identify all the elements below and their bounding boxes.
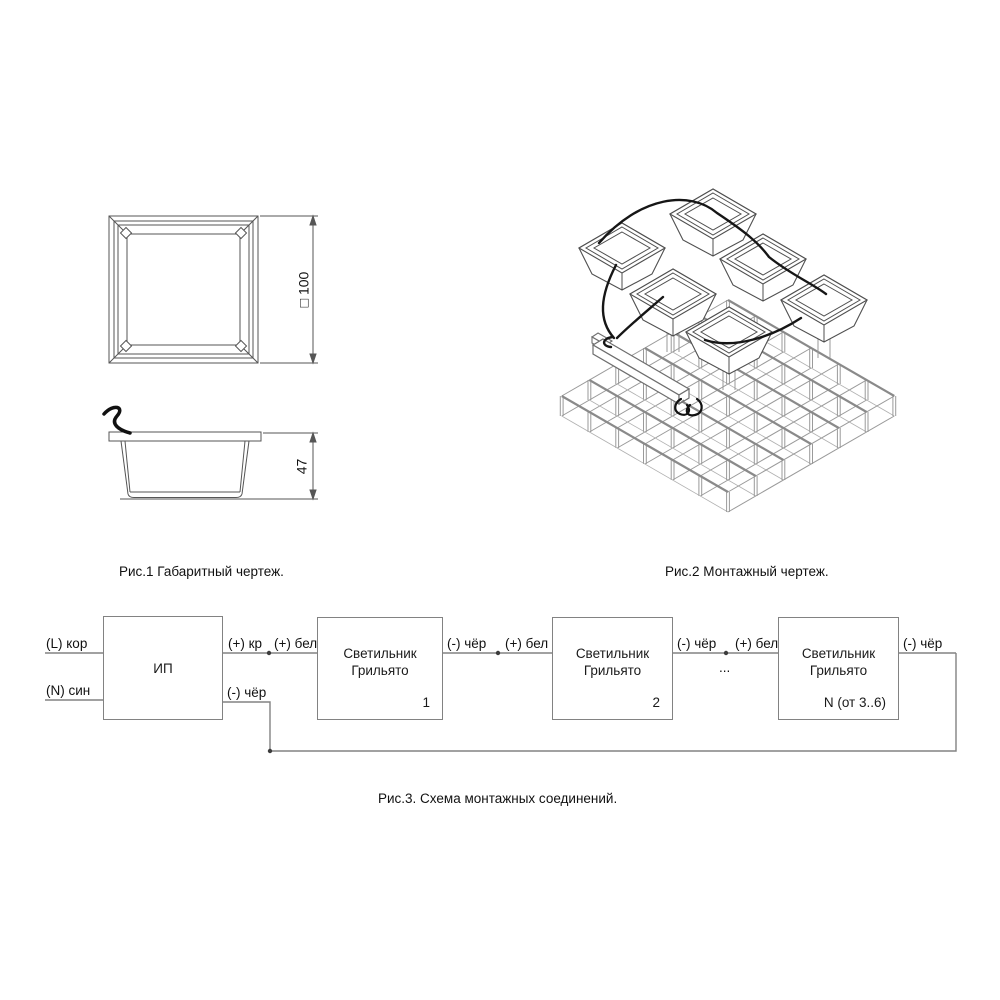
wire-label-plus-red: (+) кр bbox=[228, 636, 263, 651]
luminaire-number: 1 bbox=[422, 695, 430, 710]
wire-label-plus-white: (+) бел bbox=[505, 636, 549, 651]
luminaire-number: N (от 3..6) bbox=[823, 695, 886, 710]
luminaire-number: 2 bbox=[652, 695, 660, 710]
chain-ellipsis: ... bbox=[719, 660, 731, 675]
psu-box bbox=[103, 616, 223, 720]
wire-label-plus-white: (+) бел bbox=[735, 636, 779, 651]
wire-label-minus-black: (-) чёр bbox=[447, 636, 487, 651]
figure2-caption: Рис.2 Монтажный чертеж. bbox=[665, 564, 829, 579]
figure1-caption: Рис.1 Габаритный чертеж. bbox=[119, 564, 284, 579]
luminaire-box-2 bbox=[552, 617, 673, 720]
wire-label-neutral-input: (N) син bbox=[46, 683, 91, 698]
luminaire-type: Грильято bbox=[351, 662, 409, 678]
luminaire-box-n bbox=[778, 617, 899, 720]
figure3-caption: Рис.3. Схема монтажных соединений. bbox=[378, 791, 618, 806]
luminaire-name: Светильник bbox=[575, 645, 650, 661]
dimension-label-height: 47 bbox=[293, 458, 310, 475]
luminaire-type: Грильято bbox=[583, 662, 642, 678]
wire-label-plus-white: (+) бел bbox=[274, 636, 318, 651]
luminaire-box-1 bbox=[317, 617, 443, 720]
wire-label-minus-black: (-) чёр bbox=[227, 685, 267, 700]
luminaire-name: Светильник bbox=[801, 645, 876, 661]
dimension-label-side: □ 100 bbox=[295, 271, 312, 308]
wire-label-minus-black: (-) чёр bbox=[903, 636, 943, 651]
luminaire-name: Светильник bbox=[343, 645, 417, 661]
wire-label-line-input: (L) кор bbox=[46, 636, 88, 651]
psu-label: ИП bbox=[153, 660, 173, 676]
luminaire-type: Грильято bbox=[809, 662, 868, 678]
wire-label-minus-black: (-) чёр bbox=[677, 636, 717, 651]
